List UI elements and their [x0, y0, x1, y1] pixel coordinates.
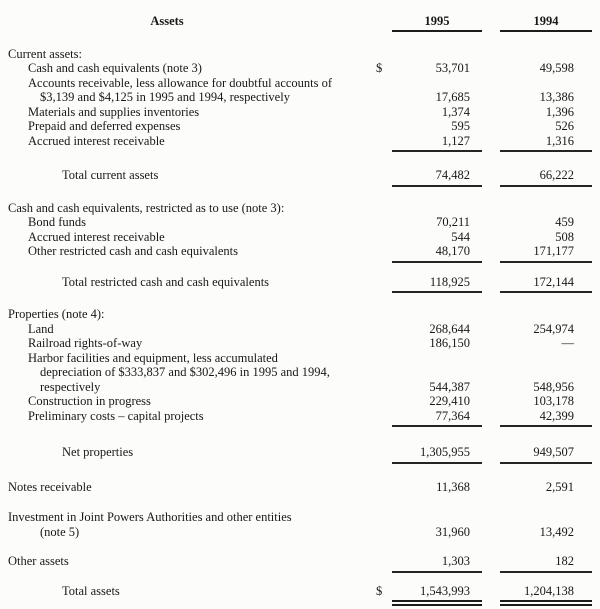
row-label: Railroad rights-of-way: [28, 336, 143, 350]
table-row: [8, 380, 592, 395]
amount-1995: 48,170: [392, 244, 482, 263]
table-row: [8, 47, 592, 62]
table-row: [8, 76, 592, 91]
table-row: [8, 168, 592, 187]
amount-1995: 268,644: [429, 321, 470, 336]
amount-1994: 42,399: [500, 409, 592, 428]
amount-1994: 1,396: [545, 104, 574, 119]
amount-1995: 595: [451, 119, 470, 133]
table-row: [8, 351, 592, 366]
row-label: Properties (note 4):: [8, 307, 105, 321]
amount-1995: 229,410: [429, 394, 470, 408]
row-label: Other restricted cash and cash equivalents: [28, 244, 238, 258]
table-row: [8, 480, 592, 495]
amount-1995: 77,364: [392, 409, 482, 428]
dollar-sign: $: [376, 583, 383, 598]
table-row: [8, 584, 592, 607]
row-label: Current assets:: [8, 46, 82, 61]
table-header-row: [8, 14, 592, 32]
table-row: [8, 445, 592, 464]
row-label: $3,139 and $4,125 in 1995 and 1994, respectively: [40, 90, 290, 104]
row-label: Total restricted cash and cash equivalents: [62, 274, 270, 289]
amount-1995: 1,127: [392, 134, 482, 153]
amount-1994: 13,492: [539, 524, 574, 539]
row-label: respectively: [40, 379, 101, 394]
amount-1995: 70,211: [436, 215, 470, 229]
row-label: Investment in Joint Powers Authorities and other entities: [8, 510, 292, 524]
amount-1995: 186,150: [429, 336, 470, 350]
amount-1994: 508: [555, 229, 574, 244]
row-label: (note 5): [40, 524, 80, 539]
amount-1995: 11,368: [436, 479, 470, 494]
table-row: [8, 119, 592, 134]
amount-1995: 1,303: [392, 554, 482, 573]
amount-1994: 1,316: [500, 134, 592, 153]
amount-1994: 459: [555, 215, 574, 229]
amount-1994: 526: [555, 119, 574, 133]
table-row: [8, 244, 592, 263]
assets-column-title: Assets: [150, 14, 184, 28]
row-label: Accrued interest receivable: [28, 133, 165, 148]
amount-1995: 1,374: [441, 104, 470, 119]
amount-1994: 13,386: [539, 90, 574, 104]
row-label: Preliminary costs – capital projects: [28, 408, 204, 423]
row-label: Accrued interest receivable: [28, 229, 165, 244]
table-row: [8, 215, 592, 230]
table-row: [8, 409, 592, 428]
row-label: Construction in progress: [28, 394, 151, 408]
row-label: Land: [28, 321, 54, 336]
row-label: Cash and cash equivalents, restricted as to use (note 3):: [8, 200, 285, 215]
amount-1995: 544: [451, 229, 470, 244]
amount-1994: 182: [500, 554, 592, 573]
table-row: [8, 105, 592, 120]
row-label: Bond funds: [28, 215, 86, 229]
table-row: [8, 134, 592, 153]
table-row: [8, 201, 592, 216]
amount-1995: 544,387: [429, 379, 470, 394]
row-label: Net properties: [62, 445, 134, 459]
amount-1995: 53,701: [435, 61, 470, 75]
amount-1994: 103,178: [533, 394, 574, 408]
table-row: [8, 365, 592, 380]
amount-1995: 31,960: [435, 524, 470, 539]
table-row: [8, 510, 592, 525]
table-body: [8, 47, 592, 607]
table-row: [8, 525, 592, 540]
amount-1994: 172,144: [500, 275, 592, 294]
row-label: Harbor facilities and equipment, less accumulated: [28, 350, 278, 365]
amount-1994: 548,956: [533, 379, 574, 394]
table-row: [8, 336, 592, 351]
amount-1995: 1,305,955: [392, 445, 482, 464]
amount-1994: —: [561, 336, 574, 350]
table-row: [8, 61, 592, 76]
dollar-sign: $: [376, 61, 383, 75]
amount-1994: 254,974: [533, 321, 574, 336]
amount-1994: 949,507: [500, 445, 592, 464]
amount-1994: 2,591: [545, 479, 574, 494]
row-label: Other assets: [8, 554, 69, 568]
table-row: [8, 275, 592, 294]
amount-1995: 1,543,993: [392, 584, 482, 607]
amount-1995: 118,925: [392, 275, 482, 294]
column-header-1994: 1994: [500, 14, 592, 32]
amount-1995: 17,685: [435, 90, 470, 104]
row-label: Notes receivable: [8, 479, 92, 494]
amount-1995: 74,482: [392, 168, 482, 187]
amount-1994: 66,222: [500, 168, 592, 187]
row-label: Cash and cash equivalents (note 3): [28, 61, 202, 75]
row-label: Total current assets: [62, 168, 159, 182]
row-label: depreciation of $333,837 and $302,496 in 1995 and 1994,: [40, 365, 330, 379]
table-row: [8, 554, 592, 573]
table-row: [8, 307, 592, 322]
table-row: [8, 322, 592, 337]
row-label: Prepaid and deferred expenses: [28, 119, 181, 133]
amount-1994: 49,598: [539, 61, 574, 75]
table-row: [8, 90, 592, 105]
row-label: Materials and supplies inventories: [28, 104, 200, 119]
table-row: [8, 394, 592, 409]
table-row: [8, 230, 592, 245]
amount-1994: 1,204,138: [500, 584, 592, 607]
row-label: Accounts receivable, less allowance for doubtful accounts of: [28, 75, 333, 90]
column-header-1995: 1995: [392, 14, 482, 32]
amount-1994: 171,177: [500, 244, 592, 263]
row-label: Total assets: [62, 583, 120, 598]
